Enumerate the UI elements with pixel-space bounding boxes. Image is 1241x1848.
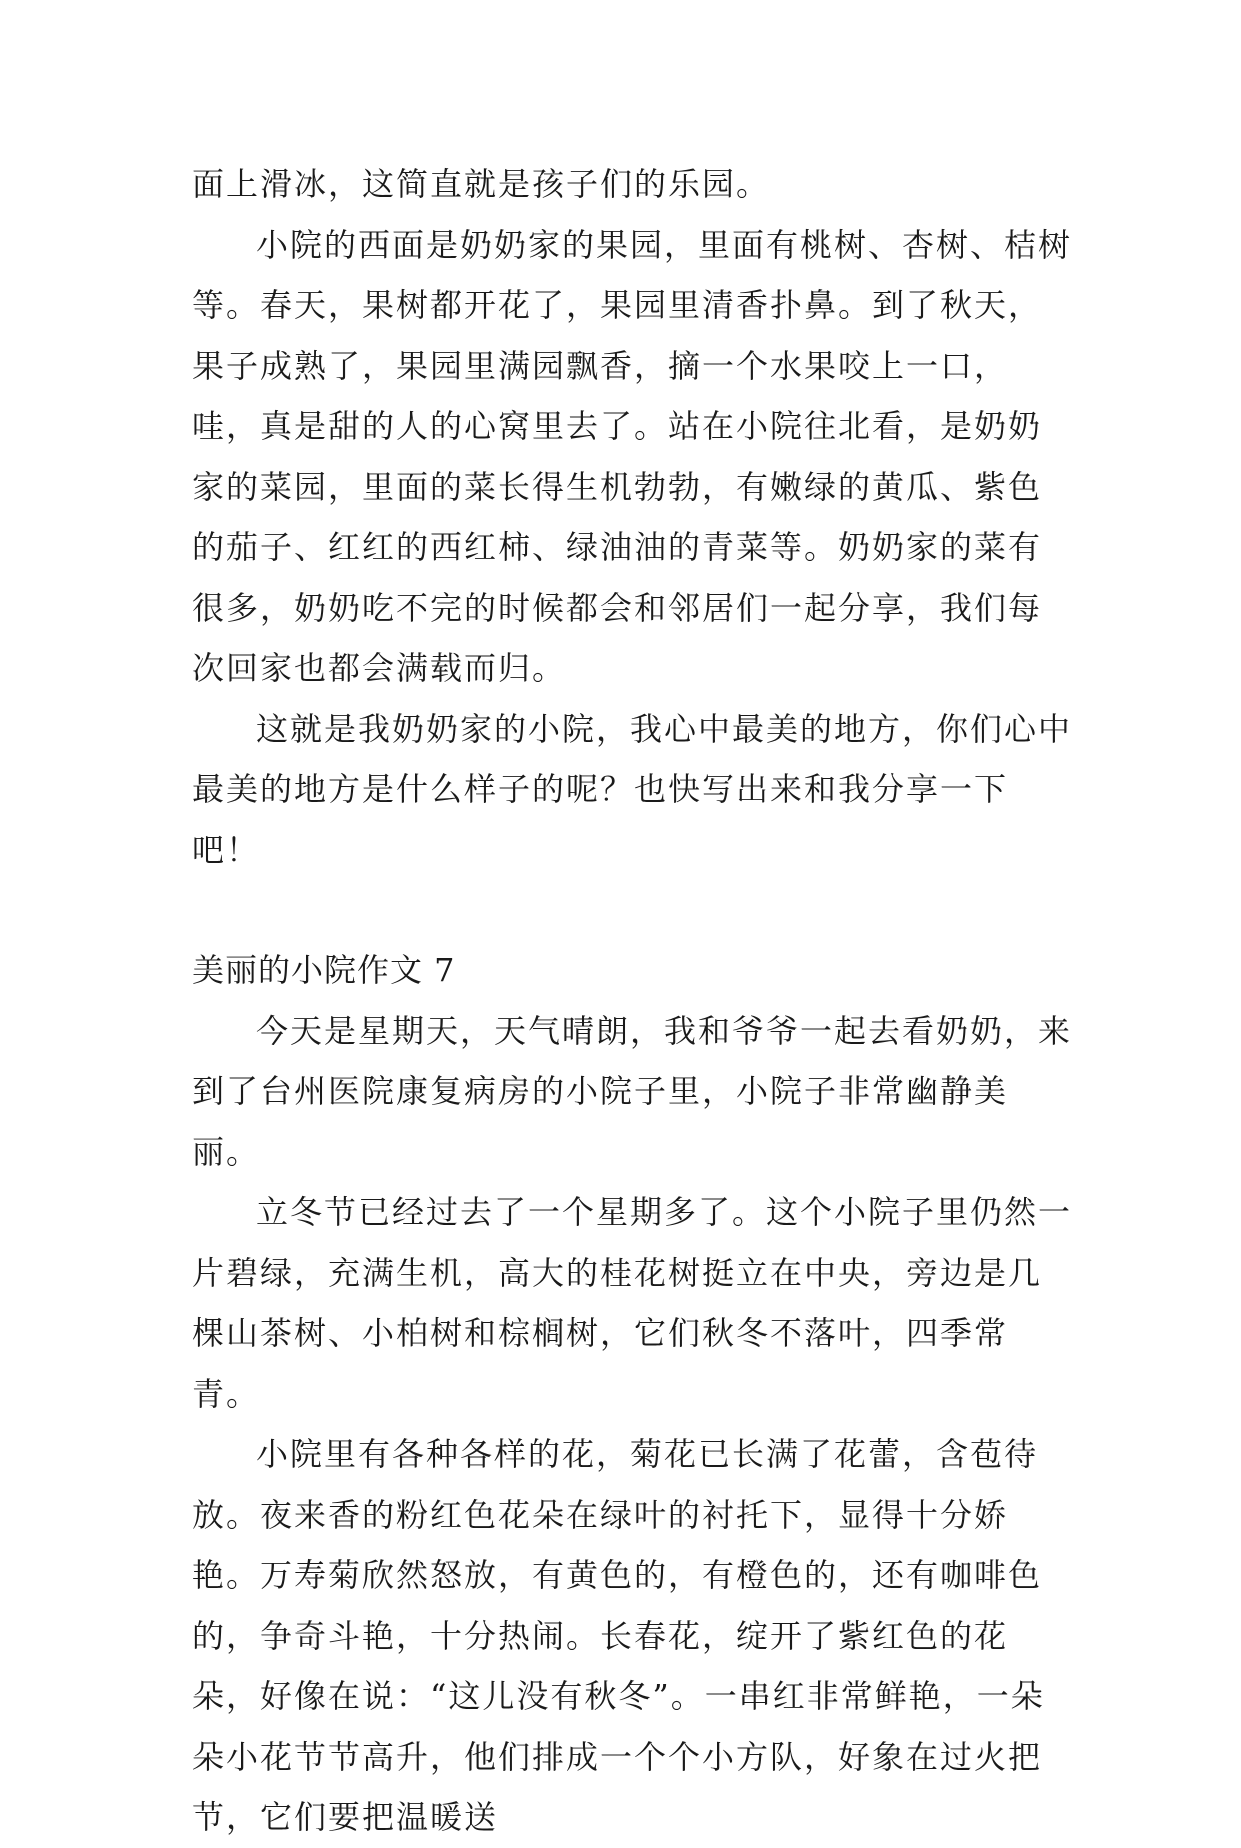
paragraph-closing: 这就是我奶奶家的小院，我心中最美的地方，你们心中最美的地方是什么样子的呢？也快写出来和我分享一下吧！	[192, 709, 1073, 869]
paragraph-orchard: 小院的西面是奶奶家的果园，里面有桃树、杏树、桔树等。春天，果树都开花了，果园里清香扑鼻。到了秋天，果子成熟了，果园里满园飘香，摘一个水果咬上一口，哇，真是甜的人的心窝里去了。站在小院往北看，是奶奶家的菜园，里面的菜长得生机勃勃，有嫩绿的黄瓜、紫色的茄子、红红的西红柿、绿油油的青菜等。奶奶家的菜有很多，奶奶吃不完的时候都会和邻居们一起分享，我们每次回家也都会满载而归。	[192, 225, 1073, 687]
section-title: 美丽的小院作文 7	[192, 951, 456, 989]
paragraph-flowers: 小院里有各种各样的花，菊花已长满了花蕾，含苞待放。夜来香的粉红色花朵在绿叶的衬托下，显得十分娇艳。万寿菊欣然怒放，有黄色的，有橙色的，还有咖啡色的，争奇斗艳，十分热闹。长春花，绽开了紫红色的花朵，好像在说：“这儿没有秋冬”。一串红非常鲜艳，一朵朵小花节节高升，他们排成一个个小方队，好象在过火把节，它们要把温暖送	[192, 1435, 1045, 1836]
paragraph-trees: 立冬节已经过去了一个星期多了。这个小院子里仍然一片碧绿，充满生机，高大的桂花树挺立在中央，旁边是几棵山茶树、小柏树和棕榈树，它们秋冬不落叶，四季常青。	[192, 1193, 1073, 1413]
paragraph-intro: 今天是星期天，天气晴朗，我和爷爷一起去看奶奶，来到了台州医院康复病房的小院子里，小院子非常幽静美丽。	[192, 1011, 1073, 1171]
paragraph-continuation: 面上滑冰，这简直就是孩子们的乐园。	[192, 165, 771, 203]
essay-body	[192, 154, 1072, 1848]
